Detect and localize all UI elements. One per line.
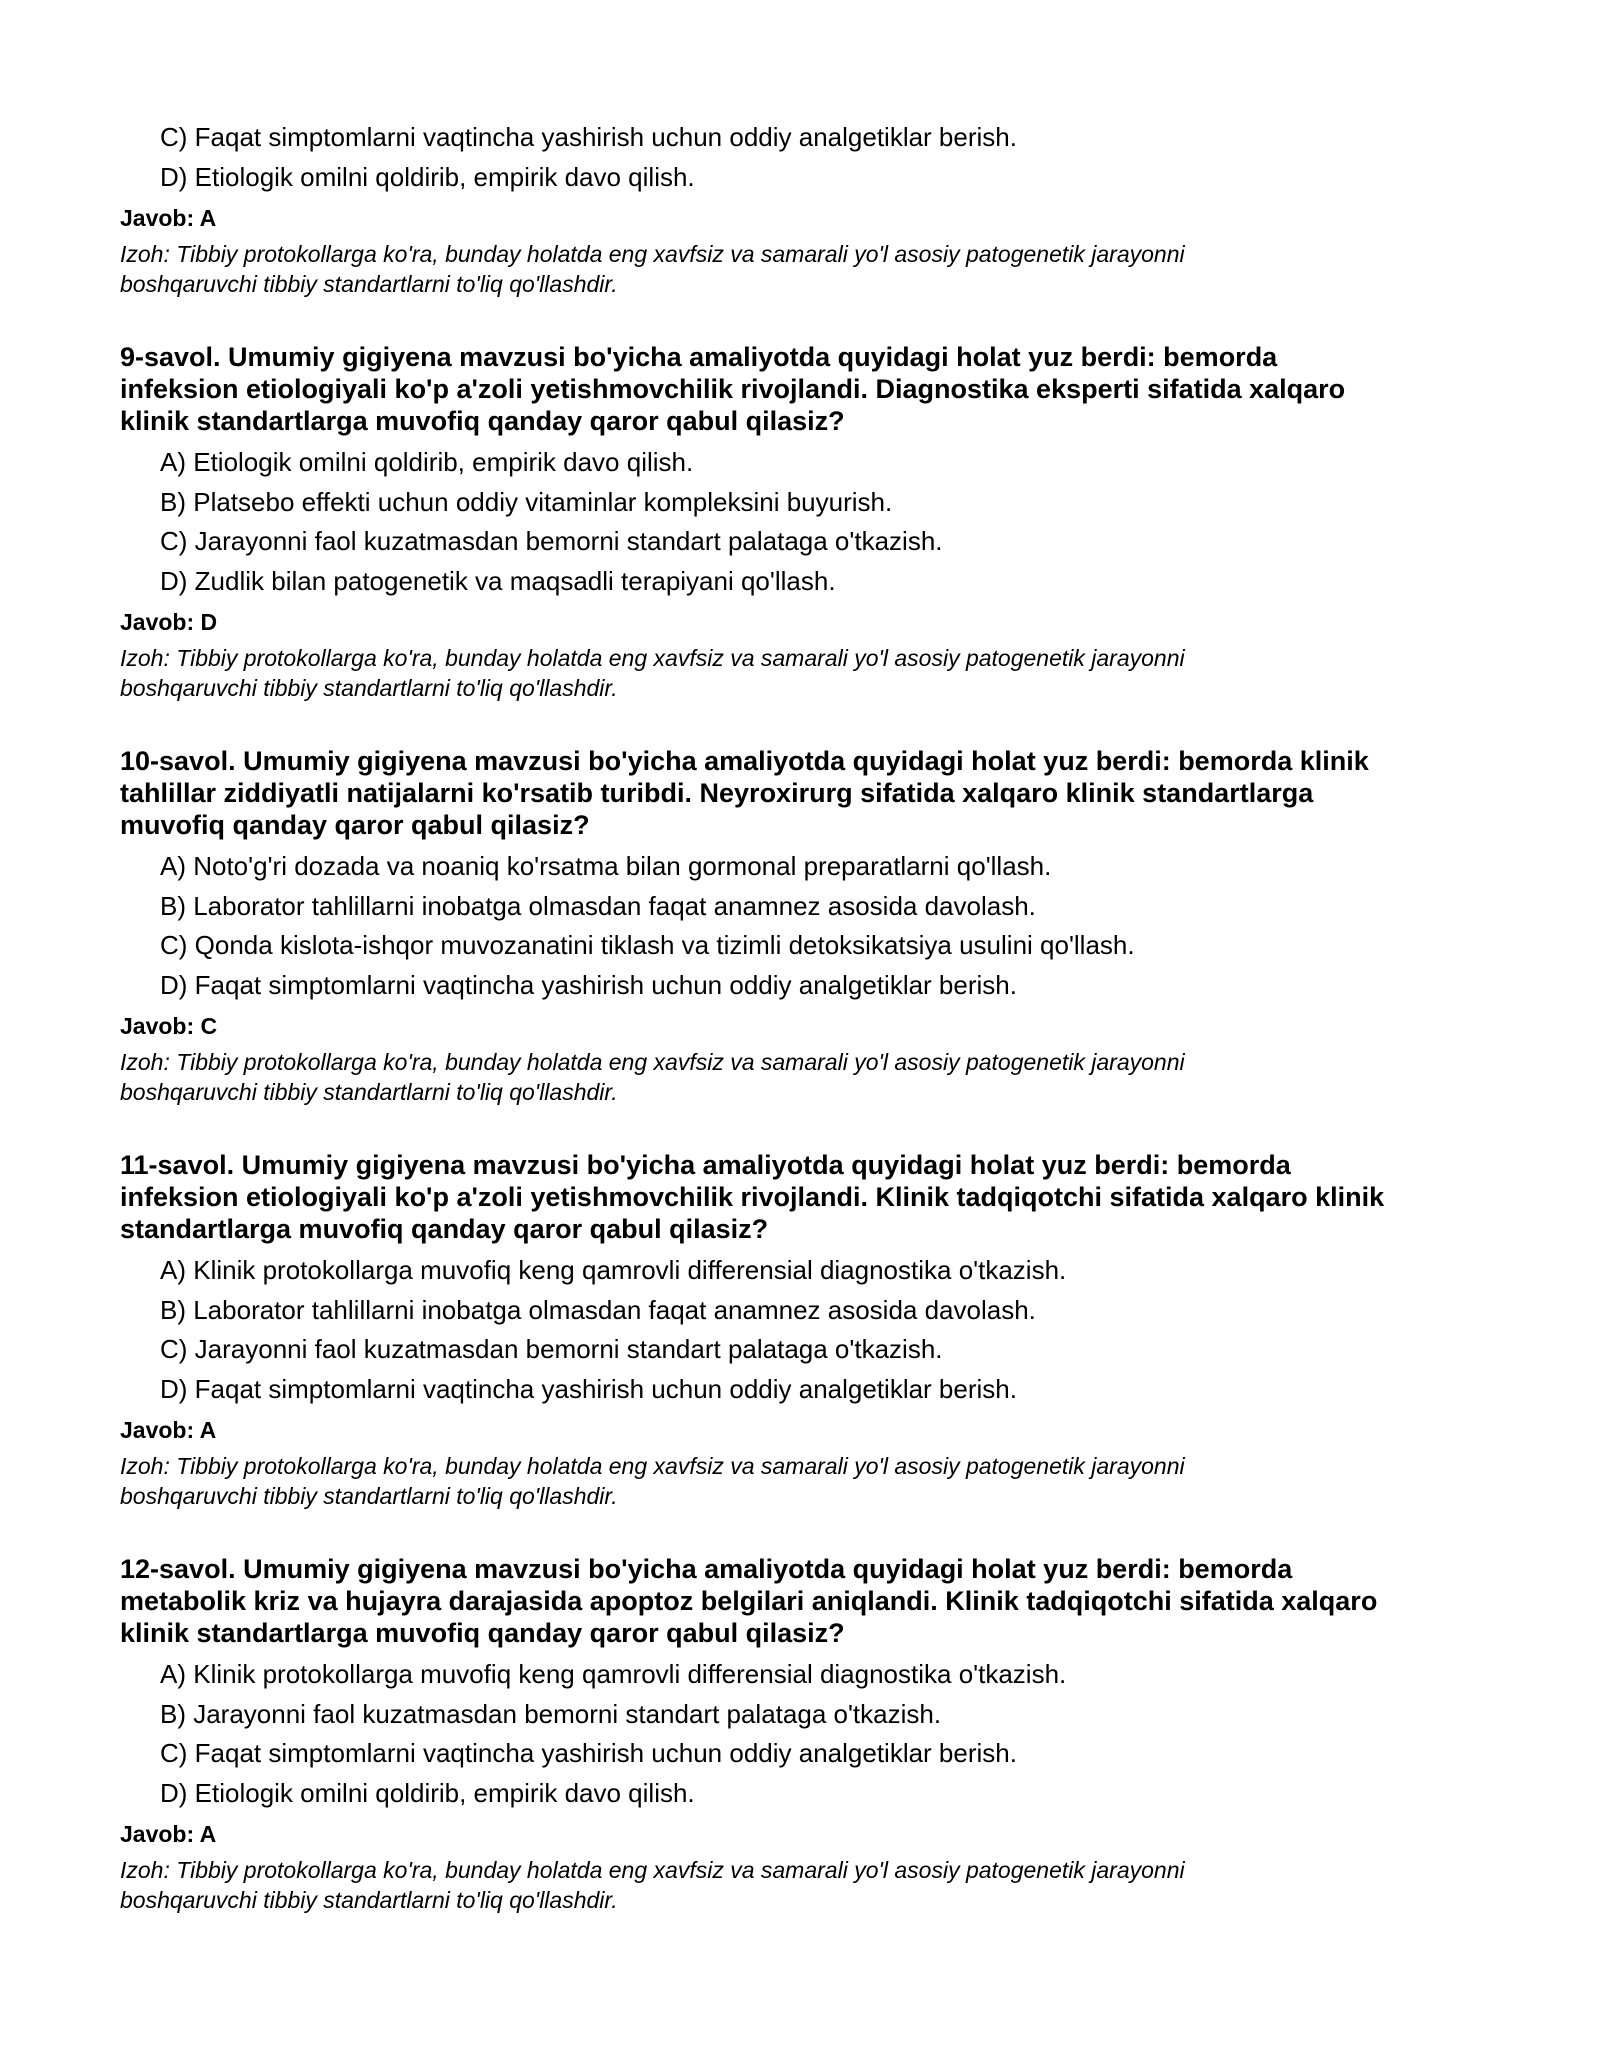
question-block-10 [120, 745, 1490, 1107]
question-title [120, 341, 1490, 437]
question-title-line: metabolik kriz va hujayra darajasida apoptoz belgilari aniqlandi. Klinik tadqiqotchi sifatida xalqaro [120, 1586, 1378, 1616]
answer-label: Javob: D [120, 609, 218, 635]
answer-label: Javob: A [120, 1821, 217, 1847]
answer-label: Javob: C [120, 1013, 218, 1039]
option-c: C) Faqat simptomlarni vaqtincha yashirish uchun oddiy analgetiklar berish. [160, 122, 1017, 152]
option-d: D) Etiologik omilni qoldirib, empirik davo qilish. [160, 1777, 695, 1808]
explanation-line: boshqaruvchi tibbiy standartlarni to'liq qo'llashdir. [120, 675, 618, 701]
answer-label: Javob: A [120, 205, 217, 231]
option-b: B) Jarayonni faol kuzatmasdan bemorni standart palataga o'tkazish. [160, 1698, 942, 1729]
option-c: C) Jarayonni faol kuzatmasdan bemorni standart palataga o'tkazish. [160, 1334, 943, 1364]
option-a: A) Noto'g'ri dozada va noaniq ko'rsatma bilan gormonal preparatlarni qo'llash. [160, 851, 1052, 881]
explanation [120, 643, 1490, 703]
question-title-line: 12-savol. Umumiy gigiyena mavzusi bo'yicha amaliyotda quyidagi holat yuz berdi: bemorda [120, 1554, 1293, 1584]
option-b: B) Laborator tahlillarni inobatga olmasdan faqat anamnez asosida davolash. [160, 890, 1036, 921]
explanation [120, 1451, 1490, 1511]
explanation-line: Izoh: Tibbiy protokollarga ko'ra, bunday holatda eng xavfsiz va samarali yo'l asosiy patogenetik jarayonni [120, 241, 1185, 267]
question-block-12 [120, 1553, 1490, 1915]
option-list [120, 847, 1490, 1005]
question-title-line: 9-savol. Umumiy gigiyena mavzusi bo'yicha amaliyotda quyidagi holat yuz berdi: bemorda [120, 342, 1278, 372]
question-title-line: muvofiq qanday qaror qabul qilasiz? [120, 810, 590, 840]
question-title-line: infeksion etiologiyali ko'p a'zoli yetishmovchilik rivojlandi. Diagnostika eksperti sifatida xalqaro [120, 374, 1346, 404]
explanation-line: Izoh: Tibbiy protokollarga ko'ra, bunday holatda eng xavfsiz va samarali yo'l asosiy patogenetik jarayonni [120, 1049, 1185, 1075]
explanation-line: boshqaruvchi tibbiy standartlarni to'liq qo'llashdir. [120, 1483, 618, 1509]
explanation [120, 1855, 1490, 1915]
option-d: D) Zudlik bilan patogenetik va maqsadli terapiyani qo'llash. [160, 565, 836, 596]
option-list [120, 443, 1490, 601]
option-d: D) Faqat simptomlarni vaqtincha yashirish uchun oddiy analgetiklar berish. [160, 1373, 1017, 1404]
answer-label: Javob: A [120, 1417, 217, 1443]
question-title [120, 1553, 1490, 1649]
explanation-line: boshqaruvchi tibbiy standartlarni to'liq qo'llashdir. [120, 271, 618, 297]
option-c: C) Qonda kislota-ishqor muvozanatini tiklash va tizimli detoksikatsiya usulini qo'llash. [160, 930, 1135, 960]
explanation-line: boshqaruvchi tibbiy standartlarni to'liq qo'llashdir. [120, 1887, 618, 1913]
question-block-9 [120, 341, 1490, 703]
document-page [120, 118, 1490, 1915]
question-title-line: 11-savol. Umumiy gigiyena mavzusi bo'yicha amaliyotda quyidagi holat yuz berdi: bemorda [120, 1150, 1291, 1180]
explanation-line: boshqaruvchi tibbiy standartlarni to'liq qo'llashdir. [120, 1079, 618, 1105]
explanation [120, 239, 1490, 299]
option-b: B) Laborator tahlillarni inobatga olmasdan faqat anamnez asosida davolash. [160, 1294, 1036, 1325]
option-d: D) Faqat simptomlarni vaqtincha yashirish uchun oddiy analgetiklar berish. [160, 969, 1017, 1000]
option-list [120, 1655, 1490, 1813]
option-list [120, 1251, 1490, 1409]
explanation [120, 1047, 1490, 1107]
option-d: D) Etiologik omilni qoldirib, empirik davo qilish. [160, 161, 695, 192]
option-a: A) Klinik protokollarga muvofiq keng qamrovli differensial diagnostika o'tkazish. [160, 1255, 1067, 1285]
question-title-line: klinik standartlarga muvofiq qanday qaror qabul qilasiz? [120, 406, 845, 436]
option-a: A) Etiologik omilni qoldirib, empirik davo qilish. [160, 447, 694, 477]
explanation-line: Izoh: Tibbiy protokollarga ko'ra, bunday holatda eng xavfsiz va samarali yo'l asosiy patogenetik jarayonni [120, 1453, 1185, 1479]
question-title [120, 745, 1490, 841]
explanation-line: Izoh: Tibbiy protokollarga ko'ra, bunday holatda eng xavfsiz va samarali yo'l asosiy patogenetik jarayonni [120, 1857, 1185, 1883]
carryover-block [120, 118, 1490, 299]
option-list [120, 118, 1490, 197]
question-title [120, 1149, 1490, 1245]
question-title-line: klinik standartlarga muvofiq qanday qaror qabul qilasiz? [120, 1618, 845, 1648]
explanation-line: Izoh: Tibbiy protokollarga ko'ra, bunday holatda eng xavfsiz va samarali yo'l asosiy patogenetik jarayonni [120, 645, 1185, 671]
question-title-line: standartlarga muvofiq qanday qaror qabul qilasiz? [120, 1214, 769, 1244]
option-b: B) Platsebo effekti uchun oddiy vitaminlar kompleksini buyurish. [160, 486, 893, 517]
question-title-line: infeksion etiologiyali ko'p a'zoli yetishmovchilik rivojlandi. Klinik tadqiqotchi sifatida xalqaro klinik [120, 1182, 1385, 1212]
option-a: A) Klinik protokollarga muvofiq keng qamrovli differensial diagnostika o'tkazish. [160, 1659, 1067, 1689]
question-title-line: tahlillar ziddiyatli natijalarni ko'rsatib turibdi. Neyroxirurg sifatida xalqaro klinik standartlarga [120, 778, 1314, 808]
question-title-line: 10-savol. Umumiy gigiyena mavzusi bo'yicha amaliyotda quyidagi holat yuz berdi: bemorda klinik [120, 746, 1369, 776]
option-c: C) Jarayonni faol kuzatmasdan bemorni standart palataga o'tkazish. [160, 526, 943, 556]
question-block-11 [120, 1149, 1490, 1511]
option-c: C) Faqat simptomlarni vaqtincha yashirish uchun oddiy analgetiklar berish. [160, 1738, 1017, 1768]
